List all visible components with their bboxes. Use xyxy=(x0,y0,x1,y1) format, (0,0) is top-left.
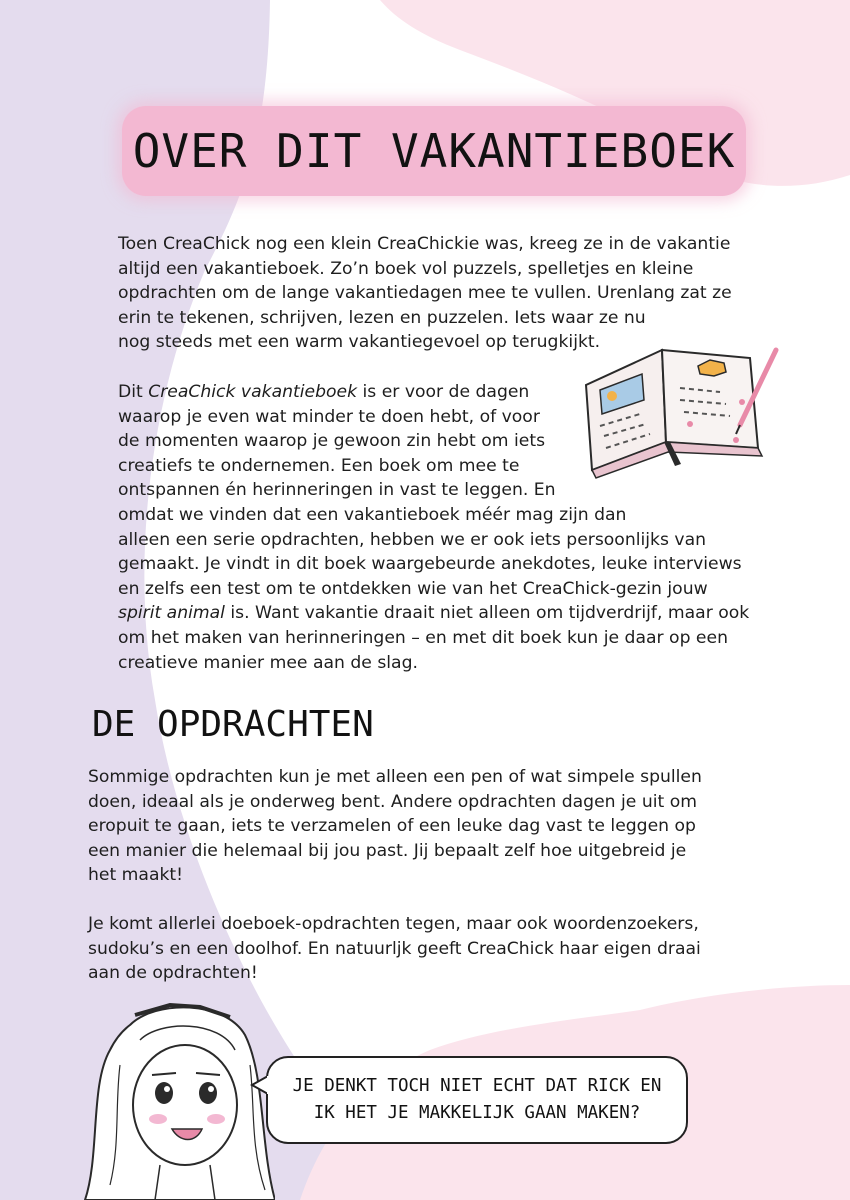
emphasis-spirit-animal: spirit animal xyxy=(118,603,225,624)
text-line: sudoku’s en een doolhof. En natuurljk geeft CreaChick haar eigen draai xyxy=(88,938,701,959)
variety-paragraph xyxy=(88,912,701,986)
text-line: ontspannen én herinneringen in vast te leggen. En xyxy=(118,480,556,501)
text-line: alleen een serie opdrachten, hebben we er ook iets persoonlijks van xyxy=(118,529,707,550)
text-line: opdrachten om de lange vakantiedagen mee te vullen. Urenlang zat ze xyxy=(118,283,732,304)
speech-line: JE DENKT TOCH NIET ECHT DAT RICK EN xyxy=(292,1076,662,1096)
tasks-paragraph xyxy=(88,765,702,888)
text-line: creatiefs te ondernemen. Een boek om mee te xyxy=(118,455,520,476)
text-line: altijd een vakantieboek. Zo’n boek vol puzzels, spelletjes en kleine xyxy=(118,258,694,279)
text-line: omdat we vinden dat een vakantieboek méér mag zijn dan xyxy=(118,504,627,525)
text-line: eropuit te gaan, iets te verzamelen of een leuke dag vast te leggen op xyxy=(88,816,696,837)
open-book-icon xyxy=(580,330,790,480)
section-title: DE OPDRACHTEN xyxy=(92,704,374,745)
emphasis-book-name: CreaChick vakantieboek xyxy=(148,382,358,402)
text-line: en zelfs een test om te ontdekken wie van het CreaChick-gezin jouw xyxy=(118,578,708,599)
speech-bubble xyxy=(266,1056,688,1144)
text-fragment: is er voor de dagen xyxy=(357,382,530,402)
text-line: gemaakt. Je vindt in dit boek waargebeurde anekdotes, leuke interviews xyxy=(118,554,742,575)
text-line xyxy=(118,601,749,626)
text-line: creatieve manier mee aan de slag. xyxy=(118,652,418,673)
text-fragment: is. Want vakantie draait niet alleen om tijdverdrijf, maar ook xyxy=(224,603,750,624)
text-line: Toen CreaChick nog een klein CreaChickie was, kreeg ze in de vakantie xyxy=(118,234,731,254)
text-line: doen, ideaal als je onderweg bent. Andere opdrachten dagen je uit om xyxy=(88,791,697,812)
text-line: de momenten waarop je gewoon zin hebt om iets xyxy=(118,431,546,452)
text-line: Sommige opdrachten kun je met alleen een pen of wat simpele spullen xyxy=(88,767,702,787)
text-line: om het maken van herinneringen – en met dit boek kun je daar op een xyxy=(118,627,728,648)
text-line: erin te tekenen, schrijven, lezen en puzzelen. Iets waar ze nu xyxy=(118,307,646,328)
page-title: OVER DIT VAKANTIEBOEK xyxy=(122,106,746,196)
text-line: een manier die helemaal bij jou past. Jij bepaalt zelf hoe uitgebreid je xyxy=(88,840,687,861)
speech-bubble-tail xyxy=(250,1072,276,1098)
text-line: Je komt allerlei doeboek-opdrachten tegen, maar ook woordenzoekers, xyxy=(88,914,699,934)
speech-line: IK HET JE MAKKELIJK GAAN MAKEN? xyxy=(313,1103,641,1123)
text-line: aan de opdrachten! xyxy=(88,963,258,984)
text-line: het maakt! xyxy=(88,865,184,886)
text-line: nog steeds met een warm vakantiegevoel op terugkijkt. xyxy=(118,332,601,353)
text-fragment: Dit xyxy=(118,382,149,402)
text-line: waarop je even wat minder te doen hebt, of voor xyxy=(118,406,540,427)
girl-character-icon xyxy=(60,995,275,1200)
